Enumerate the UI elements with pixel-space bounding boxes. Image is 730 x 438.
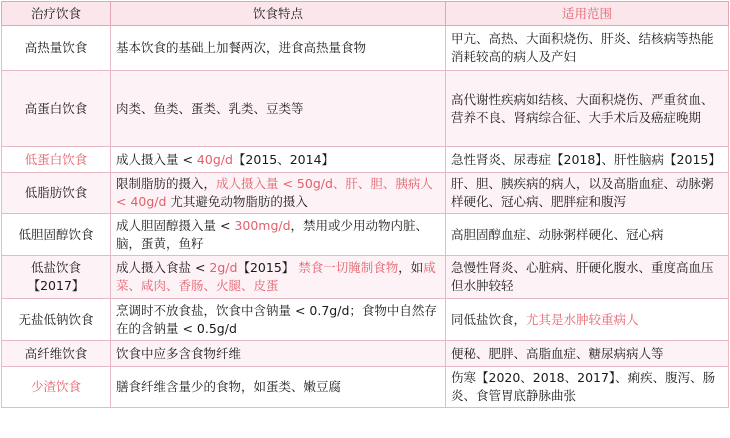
table-row xyxy=(2,367,729,408)
table-row xyxy=(2,341,729,367)
diet-scope: 肝、胆、胰疾病的病人，以及高脂血症、动脉粥样硬化、冠心病、肥胖症和腹泻 xyxy=(446,173,729,214)
diet-name: 高纤维饮食 xyxy=(2,341,111,367)
diet-name-year: 【2017】 xyxy=(27,278,85,293)
scope-highlight: 尤其是水肿较重病人 xyxy=(526,311,639,327)
diet-scope: 伤寒【2020、2018、2017】、痢疾、腹泻、肠炎、食管胃底静脉曲张 xyxy=(446,367,729,408)
diet-feature xyxy=(111,214,446,256)
diet-table xyxy=(1,1,729,408)
feature-highlight: 300mg/d xyxy=(234,217,291,233)
header-applicable-scope: 适用范围 xyxy=(446,2,729,26)
feature-text-tail: 尤其避免动物脂肪的摄入 xyxy=(166,194,308,209)
diet-feature xyxy=(111,256,446,299)
diet-name: 无盐低钠饮食 xyxy=(2,299,111,341)
table-row xyxy=(2,256,729,299)
diet-scope: 便秘、肥胖、高脂血症、糖尿病病人等 xyxy=(446,341,729,367)
scope-text: 同低盐饮食， xyxy=(451,311,527,327)
header-diet-features: 饮食特点 xyxy=(111,2,446,26)
diet-feature xyxy=(111,147,446,173)
feature-highlight: 成人摄入量 < 50g/d、肝、胆、胰病人 < 40g/d xyxy=(116,176,433,209)
diet-feature: 烹调时不放食盐，饮食中含钠量 < 0.7g/d；食物中自然存在的含钠量 < 0.5g/d xyxy=(111,299,446,341)
feature-text: 限制脂肪的摄入， xyxy=(116,176,217,191)
diet-name: 低蛋白饮食 xyxy=(2,147,111,173)
table-row xyxy=(2,71,729,147)
diet-feature: 膳食纤维含量少的食物，如蛋类、嫩豆腐 xyxy=(111,367,446,408)
diet-feature: 肉类、鱼类、蛋类、乳类、豆类等 xyxy=(111,71,446,147)
feature-highlight-3: 咸菜、咸肉、香肠、火腿、皮蛋 xyxy=(116,260,436,293)
feature-text: 成人摄入食盐 < xyxy=(116,260,210,275)
table-row xyxy=(2,147,729,173)
diet-name: 高蛋白饮食 xyxy=(2,71,111,147)
diet-name: 低脂肪饮食 xyxy=(2,173,111,214)
table-row xyxy=(2,26,729,71)
diet-scope: 高胆固醇血症、动脉粥样硬化、冠心病 xyxy=(446,214,729,256)
diet-name xyxy=(2,256,111,299)
diet-scope xyxy=(446,299,729,341)
header-diet-type: 治疗饮食 xyxy=(2,2,111,26)
table-row xyxy=(2,299,729,341)
feature-highlight-2: 禁食一切腌制食物 xyxy=(298,260,399,275)
diet-name: 低胆固醇饮食 xyxy=(2,214,111,256)
diet-scope: 急慢性肾炎、心脏病、肝硬化腹水、重度高血压但水肿较轻 xyxy=(446,256,729,299)
diet-feature xyxy=(111,173,446,214)
table-row xyxy=(2,173,729,214)
diet-scope: 高代谢性疾病如结核、大面积烧伤、严重贫血、营养不良、肾病综合征、大手术后及癌症晚期 xyxy=(446,71,729,147)
feature-text: 成人摄入量 < xyxy=(116,151,197,167)
diet-scope: 甲亢、高热、大面积烧伤、肝炎、结核病等热能消耗较高的病人及产妇 xyxy=(446,26,729,71)
feature-text-tail: ，禁用或少用动物内脏、脑，蛋黄，鱼籽 xyxy=(116,217,429,251)
feature-text-mid: ，如 xyxy=(398,260,424,275)
diet-name: 高热量饮食 xyxy=(2,26,111,71)
feature-text: 成人胆固醇摄入量 < xyxy=(116,217,235,233)
table-row xyxy=(2,214,729,256)
diet-name: 少渣饮食 xyxy=(2,367,111,408)
diet-feature: 饮食中应多含食物纤维 xyxy=(111,341,446,367)
table-header-row xyxy=(2,2,729,26)
diet-name-text: 低盐饮食 xyxy=(30,260,81,275)
feature-year: 【2015、2014】 xyxy=(232,151,335,167)
feature-highlight: 40g/d xyxy=(196,151,233,167)
diet-scope: 急性肾炎、尿毒症【2018】、肝性脑病【2015】 xyxy=(446,147,729,173)
feature-highlight: 2g/d xyxy=(209,260,238,275)
feature-year: 【2015】 xyxy=(237,260,295,275)
diet-feature: 基本饮食的基础上加餐两次，进食高热量食物 xyxy=(111,26,446,71)
